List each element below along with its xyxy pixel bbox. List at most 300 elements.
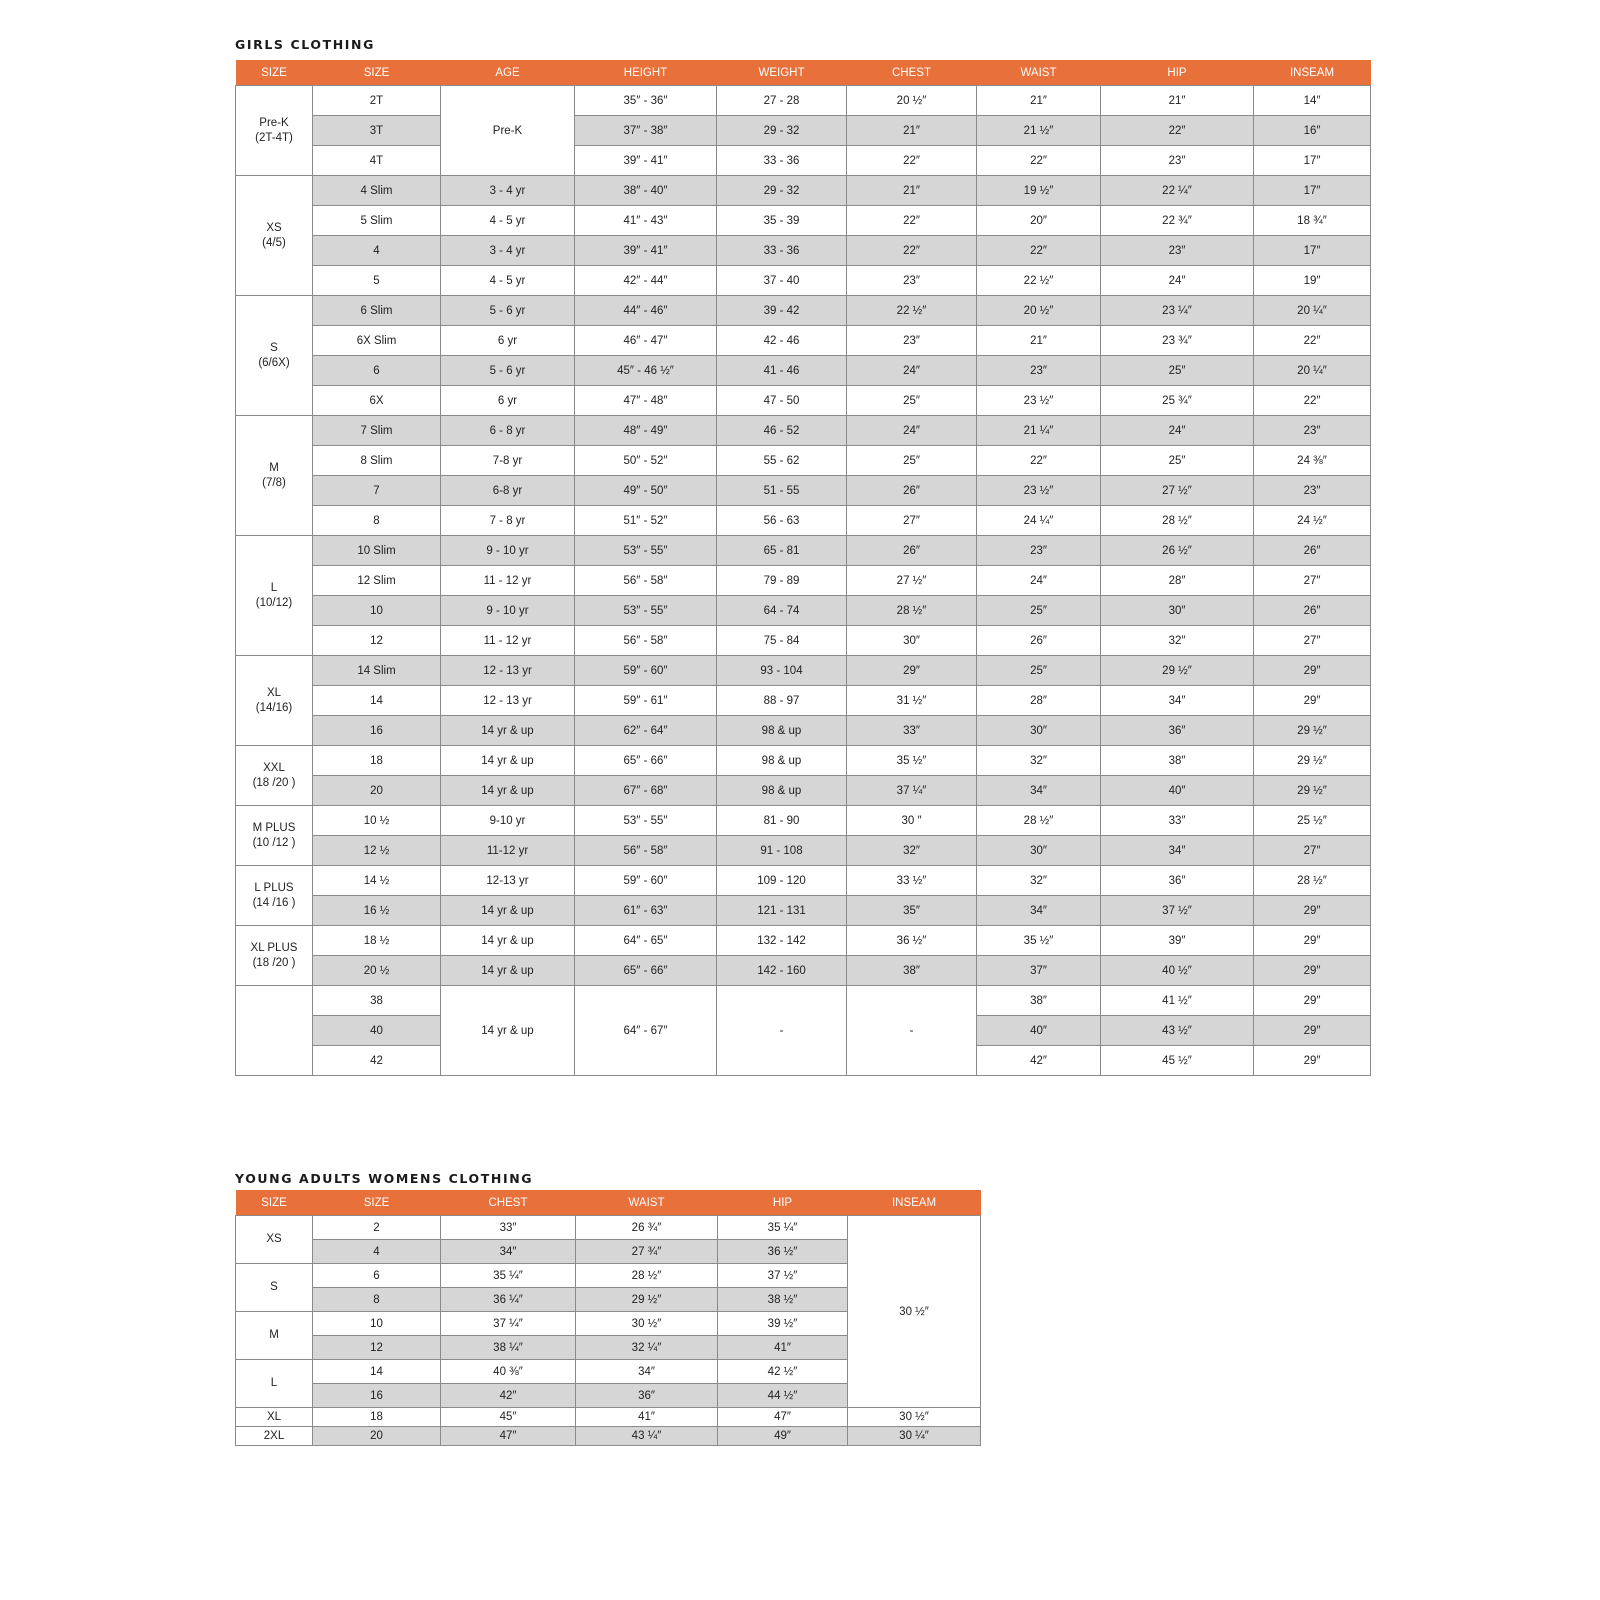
size-cell: 4 xyxy=(313,236,441,266)
table-row xyxy=(236,1427,981,1446)
waist-cell: 38″ xyxy=(977,986,1101,1016)
inseam-cell: 20 ¼″ xyxy=(1254,356,1371,386)
weight-cell: 65 - 81 xyxy=(717,536,847,566)
height-cell: 64″ - 65″ xyxy=(575,926,717,956)
height-cell: 56″ - 58″ xyxy=(575,626,717,656)
inseam-cell: 29″ xyxy=(1254,656,1371,686)
inseam-cell: 29 ½″ xyxy=(1254,746,1371,776)
hip-cell: 41″ xyxy=(718,1336,848,1360)
chest-cell: 29″ xyxy=(847,656,977,686)
hip-cell: 28 ½″ xyxy=(1101,506,1254,536)
weight-cell: 33 - 36 xyxy=(717,146,847,176)
hip-cell: 24″ xyxy=(1101,416,1254,446)
size-cell: 3T xyxy=(313,116,441,146)
waist-cell: 34″ xyxy=(977,896,1101,926)
size-cell: 20 xyxy=(313,776,441,806)
inseam-cell: 29″ xyxy=(1254,986,1371,1016)
chest-cell: - xyxy=(847,986,977,1076)
waist-cell: 34″ xyxy=(977,776,1101,806)
chest-cell: 35 ¼″ xyxy=(441,1264,576,1288)
age-cell: 6-8 yr xyxy=(441,476,575,506)
chest-cell: 36 ½″ xyxy=(847,926,977,956)
weight-cell: 88 - 97 xyxy=(717,686,847,716)
waist-cell: 30″ xyxy=(977,716,1101,746)
size-cell: 10 xyxy=(313,596,441,626)
inseam-cell: 29″ xyxy=(1254,1046,1371,1076)
age-cell: 14 yr & up xyxy=(441,716,575,746)
waist-cell: 32″ xyxy=(977,746,1101,776)
hip-cell: 40″ xyxy=(1101,776,1254,806)
weight-cell: 27 - 28 xyxy=(717,86,847,116)
size-cell: 12 Slim xyxy=(313,566,441,596)
table-row xyxy=(236,806,1371,836)
waist-cell: 22″ xyxy=(977,446,1101,476)
young-adults-table-header xyxy=(236,1190,981,1216)
inseam-cell: 23″ xyxy=(1254,476,1371,506)
hip-cell: 25 ¾″ xyxy=(1101,386,1254,416)
age-cell: 11 - 12 yr xyxy=(441,626,575,656)
height-cell: 61″ - 63″ xyxy=(575,896,717,926)
height-cell: 64″ - 67″ xyxy=(575,986,717,1076)
table-row xyxy=(236,536,1371,566)
size-cell: 18 ½ xyxy=(313,926,441,956)
table-row xyxy=(236,116,1371,146)
height-cell: 46″ - 47″ xyxy=(575,326,717,356)
size-cell: 7 Slim xyxy=(313,416,441,446)
weight-cell: 39 - 42 xyxy=(717,296,847,326)
hip-cell: 32″ xyxy=(1101,626,1254,656)
weight-cell: 75 - 84 xyxy=(717,626,847,656)
waist-cell: 28 ½″ xyxy=(576,1264,718,1288)
table-row xyxy=(236,836,1371,866)
hip-cell: 36″ xyxy=(1101,866,1254,896)
chest-cell: 33 ½″ xyxy=(847,866,977,896)
size-cell: 6 xyxy=(313,1264,441,1288)
inseam-cell: 27″ xyxy=(1254,836,1371,866)
size-cell: 6X Slim xyxy=(313,326,441,356)
weight-cell: - xyxy=(717,986,847,1076)
height-cell: 53″ - 55″ xyxy=(575,596,717,626)
table-row xyxy=(236,956,1371,986)
age-cell: 14 yr & up xyxy=(441,746,575,776)
size-cell: 5 Slim xyxy=(313,206,441,236)
column-header: WAIST xyxy=(576,1190,718,1216)
waist-cell: 25″ xyxy=(977,596,1101,626)
table-row xyxy=(236,776,1371,806)
chest-cell: 47″ xyxy=(441,1427,576,1446)
chest-cell: 35 ½″ xyxy=(847,746,977,776)
waist-cell: 26″ xyxy=(977,626,1101,656)
hip-cell: 38 ½″ xyxy=(718,1288,848,1312)
chest-cell: 27″ xyxy=(847,506,977,536)
chest-cell: 22 ½″ xyxy=(847,296,977,326)
height-cell: 48″ - 49″ xyxy=(575,416,717,446)
size-cell: 12 ½ xyxy=(313,836,441,866)
age-cell: Pre-K xyxy=(441,86,575,176)
weight-cell: 81 - 90 xyxy=(717,806,847,836)
weight-cell: 56 - 63 xyxy=(717,506,847,536)
table-row xyxy=(236,146,1371,176)
column-header: HEIGHT xyxy=(575,60,717,86)
chest-cell: 26″ xyxy=(847,476,977,506)
column-header: CHEST xyxy=(441,1190,576,1216)
table-row xyxy=(236,686,1371,716)
inseam-cell: 17″ xyxy=(1254,176,1371,206)
age-cell: 11-12 yr xyxy=(441,836,575,866)
inseam-cell: 30 ½″ xyxy=(848,1216,981,1408)
height-cell: 53″ - 55″ xyxy=(575,806,717,836)
young-adults-table-body xyxy=(236,1216,981,1446)
inseam-cell: 17″ xyxy=(1254,236,1371,266)
height-cell: 65″ - 66″ xyxy=(575,746,717,776)
size-cell: 42 xyxy=(313,1046,441,1076)
height-cell: 49″ - 50″ xyxy=(575,476,717,506)
inseam-cell: 26″ xyxy=(1254,536,1371,566)
waist-cell: 19 ½″ xyxy=(977,176,1101,206)
table-row xyxy=(236,746,1371,776)
height-cell: 42″ - 44″ xyxy=(575,266,717,296)
size-group-label: S xyxy=(236,1264,313,1312)
size-group-label: XL (14/16) xyxy=(236,656,313,746)
size-cell: 6X xyxy=(313,386,441,416)
table-row xyxy=(236,176,1371,206)
size-group-label: XL xyxy=(236,1408,313,1427)
weight-cell: 29 - 32 xyxy=(717,116,847,146)
hip-cell: 29 ½″ xyxy=(1101,656,1254,686)
age-cell: 4 - 5 yr xyxy=(441,206,575,236)
table-row xyxy=(236,386,1371,416)
size-cell: 7 xyxy=(313,476,441,506)
age-cell: 6 yr xyxy=(441,386,575,416)
hip-cell: 22 ¼″ xyxy=(1101,176,1254,206)
hip-cell: 44 ½″ xyxy=(718,1384,848,1408)
size-cell: 6 xyxy=(313,356,441,386)
size-cell: 14 Slim xyxy=(313,656,441,686)
hip-cell: 34″ xyxy=(1101,836,1254,866)
size-cell: 8 Slim xyxy=(313,446,441,476)
chest-cell: 25″ xyxy=(847,386,977,416)
size-cell: 2 xyxy=(313,1216,441,1240)
chest-cell: 24″ xyxy=(847,356,977,386)
height-cell: 41″ - 43″ xyxy=(575,206,717,236)
age-cell: 11 - 12 yr xyxy=(441,566,575,596)
size-cell: 8 xyxy=(313,506,441,536)
weight-cell: 47 - 50 xyxy=(717,386,847,416)
chest-cell: 31 ½″ xyxy=(847,686,977,716)
hip-cell: 28″ xyxy=(1101,566,1254,596)
waist-cell: 24″ xyxy=(977,566,1101,596)
age-cell: 9-10 yr xyxy=(441,806,575,836)
young-adults-clothing-title: YOUNG ADULTS WOMENS CLOTHING xyxy=(235,1171,534,1186)
age-cell: 9 - 10 yr xyxy=(441,536,575,566)
waist-cell: 28″ xyxy=(977,686,1101,716)
height-cell: 51″ - 52″ xyxy=(575,506,717,536)
chest-cell: 22″ xyxy=(847,146,977,176)
hip-cell: 49″ xyxy=(718,1427,848,1446)
waist-cell: 23″ xyxy=(977,356,1101,386)
size-cell: 20 xyxy=(313,1427,441,1446)
table-row xyxy=(236,1216,981,1240)
waist-cell: 24 ¼″ xyxy=(977,506,1101,536)
inseam-cell: 27″ xyxy=(1254,566,1371,596)
chest-cell: 37 ¼″ xyxy=(441,1312,576,1336)
height-cell: 65″ - 66″ xyxy=(575,956,717,986)
weight-cell: 46 - 52 xyxy=(717,416,847,446)
inseam-cell: 29″ xyxy=(1254,956,1371,986)
girls-clothing-title: GIRLS CLOTHING xyxy=(235,37,375,52)
waist-cell: 22″ xyxy=(977,236,1101,266)
hip-cell: 25″ xyxy=(1101,446,1254,476)
weight-cell: 98 & up xyxy=(717,746,847,776)
table-row xyxy=(236,1408,981,1427)
chest-cell: 42″ xyxy=(441,1384,576,1408)
age-cell: 6 yr xyxy=(441,326,575,356)
height-cell: 53″ - 55″ xyxy=(575,536,717,566)
hip-cell: 23″ xyxy=(1101,146,1254,176)
age-cell: 5 - 6 yr xyxy=(441,296,575,326)
size-group-label: L PLUS (14 /16 ) xyxy=(236,866,313,926)
chest-cell: 21″ xyxy=(847,116,977,146)
hip-cell: 23 ¾″ xyxy=(1101,326,1254,356)
inseam-cell: 29″ xyxy=(1254,896,1371,926)
size-cell: 20 ½ xyxy=(313,956,441,986)
chest-cell: 22″ xyxy=(847,206,977,236)
weight-cell: 37 - 40 xyxy=(717,266,847,296)
waist-cell: 21″ xyxy=(977,86,1101,116)
chest-cell: 40 ⅜″ xyxy=(441,1360,576,1384)
hip-cell: 22 ¾″ xyxy=(1101,206,1254,236)
weight-cell: 132 - 142 xyxy=(717,926,847,956)
height-cell: 39″ - 41″ xyxy=(575,236,717,266)
waist-cell: 21″ xyxy=(977,326,1101,356)
chest-cell: 38″ xyxy=(847,956,977,986)
table-row xyxy=(236,926,1371,956)
table-row xyxy=(236,296,1371,326)
height-cell: 56″ - 58″ xyxy=(575,566,717,596)
column-header: SIZE xyxy=(313,1190,441,1216)
inseam-cell: 19″ xyxy=(1254,266,1371,296)
age-cell: 7 - 8 yr xyxy=(441,506,575,536)
height-cell: 35″ - 36″ xyxy=(575,86,717,116)
table-row xyxy=(236,86,1371,116)
size-group-label: XL PLUS (18 /20 ) xyxy=(236,926,313,986)
table-row xyxy=(236,236,1371,266)
weight-cell: 51 - 55 xyxy=(717,476,847,506)
size-cell: 12 xyxy=(313,626,441,656)
size-cell: 10 Slim xyxy=(313,536,441,566)
age-cell: 14 yr & up xyxy=(441,956,575,986)
chest-cell: 36 ¼″ xyxy=(441,1288,576,1312)
table-row xyxy=(236,476,1371,506)
size-cell: 16 xyxy=(313,716,441,746)
chest-cell: 20 ½″ xyxy=(847,86,977,116)
inseam-cell: 22″ xyxy=(1254,386,1371,416)
chest-cell: 27 ½″ xyxy=(847,566,977,596)
waist-cell: 20 ½″ xyxy=(977,296,1101,326)
inseam-cell: 17″ xyxy=(1254,146,1371,176)
size-cell: 6 Slim xyxy=(313,296,441,326)
size-cell: 16 ½ xyxy=(313,896,441,926)
age-cell: 7-8 yr xyxy=(441,446,575,476)
weight-cell: 64 - 74 xyxy=(717,596,847,626)
height-cell: 47″ - 48″ xyxy=(575,386,717,416)
chest-cell: 34″ xyxy=(441,1240,576,1264)
hip-cell: 47″ xyxy=(718,1408,848,1427)
height-cell: 67″ - 68″ xyxy=(575,776,717,806)
hip-cell: 40 ½″ xyxy=(1101,956,1254,986)
weight-cell: 29 - 32 xyxy=(717,176,847,206)
inseam-cell: 29″ xyxy=(1254,686,1371,716)
chest-cell: 35″ xyxy=(847,896,977,926)
chest-cell: 33″ xyxy=(441,1216,576,1240)
hip-cell: 24″ xyxy=(1101,266,1254,296)
hip-cell: 21″ xyxy=(1101,86,1254,116)
size-cell: 18 xyxy=(313,1408,441,1427)
girls-size-table xyxy=(235,60,1371,1076)
weight-cell: 98 & up xyxy=(717,716,847,746)
waist-cell: 23 ½″ xyxy=(977,476,1101,506)
chest-cell: 21″ xyxy=(847,176,977,206)
column-header: SIZE xyxy=(236,1190,313,1216)
hip-cell: 38″ xyxy=(1101,746,1254,776)
waist-cell: 26 ¾″ xyxy=(576,1216,718,1240)
age-cell: 6 - 8 yr xyxy=(441,416,575,446)
column-header: INSEAM xyxy=(848,1190,981,1216)
height-cell: 62″ - 64″ xyxy=(575,716,717,746)
age-cell: 12 - 13 yr xyxy=(441,686,575,716)
inseam-cell: 28 ½″ xyxy=(1254,866,1371,896)
weight-cell: 98 & up xyxy=(717,776,847,806)
size-cell: 38 xyxy=(313,986,441,1016)
waist-cell: 30 ½″ xyxy=(576,1312,718,1336)
chest-cell: 25″ xyxy=(847,446,977,476)
age-cell: 3 - 4 yr xyxy=(441,176,575,206)
table-row xyxy=(236,866,1371,896)
size-cell: 4 xyxy=(313,1240,441,1264)
chest-cell: 22″ xyxy=(847,236,977,266)
table-row xyxy=(236,506,1371,536)
waist-cell: 25″ xyxy=(977,656,1101,686)
weight-cell: 93 - 104 xyxy=(717,656,847,686)
table-row xyxy=(236,566,1371,596)
waist-cell: 21 ½″ xyxy=(977,116,1101,146)
height-cell: 59″ - 60″ xyxy=(575,866,717,896)
inseam-cell: 14″ xyxy=(1254,86,1371,116)
inseam-cell: 29″ xyxy=(1254,1016,1371,1046)
size-cell: 12 xyxy=(313,1336,441,1360)
young-adults-size-table xyxy=(235,1190,981,1446)
height-cell: 59″ - 61″ xyxy=(575,686,717,716)
column-header: HIP xyxy=(718,1190,848,1216)
table-row xyxy=(236,626,1371,656)
age-cell: 12 - 13 yr xyxy=(441,656,575,686)
chest-cell: 23″ xyxy=(847,266,977,296)
chest-cell: 26″ xyxy=(847,536,977,566)
size-group-label: L (10/12) xyxy=(236,536,313,656)
table-row xyxy=(236,326,1371,356)
age-cell: 3 - 4 yr xyxy=(441,236,575,266)
hip-cell: 33″ xyxy=(1101,806,1254,836)
table-row xyxy=(236,206,1371,236)
waist-cell: 23 ½″ xyxy=(977,386,1101,416)
height-cell: 59″ - 60″ xyxy=(575,656,717,686)
hip-cell: 43 ½″ xyxy=(1101,1016,1254,1046)
table-row xyxy=(236,416,1371,446)
waist-cell: 30″ xyxy=(977,836,1101,866)
waist-cell: 32″ xyxy=(977,866,1101,896)
hip-cell: 34″ xyxy=(1101,686,1254,716)
size-cell: 10 xyxy=(313,1312,441,1336)
size-group-label: M xyxy=(236,1312,313,1360)
size-cell: 2T xyxy=(313,86,441,116)
age-cell: 14 yr & up xyxy=(441,926,575,956)
size-cell: 18 xyxy=(313,746,441,776)
size-cell: 10 ½ xyxy=(313,806,441,836)
height-cell: 50″ - 52″ xyxy=(575,446,717,476)
column-header: WEIGHT xyxy=(717,60,847,86)
inseam-cell: 24 ½″ xyxy=(1254,506,1371,536)
weight-cell: 55 - 62 xyxy=(717,446,847,476)
hip-cell: 30″ xyxy=(1101,596,1254,626)
hip-cell: 23 ¼″ xyxy=(1101,296,1254,326)
weight-cell: 121 - 131 xyxy=(717,896,847,926)
hip-cell: 23″ xyxy=(1101,236,1254,266)
waist-cell: 37″ xyxy=(977,956,1101,986)
table-row xyxy=(236,986,1371,1016)
size-cell: 4 Slim xyxy=(313,176,441,206)
inseam-cell: 30 ½″ xyxy=(848,1408,981,1427)
inseam-cell: 20 ¼″ xyxy=(1254,296,1371,326)
hip-cell: 41 ½″ xyxy=(1101,986,1254,1016)
inseam-cell: 25 ½″ xyxy=(1254,806,1371,836)
hip-cell: 22″ xyxy=(1101,116,1254,146)
weight-cell: 91 - 108 xyxy=(717,836,847,866)
age-cell: 14 yr & up xyxy=(441,896,575,926)
column-header: WAIST xyxy=(977,60,1101,86)
height-cell: 45″ - 46 ½″ xyxy=(575,356,717,386)
age-cell: 9 - 10 yr xyxy=(441,596,575,626)
waist-cell: 22 ½″ xyxy=(977,266,1101,296)
girls-table-header xyxy=(236,60,1371,86)
hip-cell: 45 ½″ xyxy=(1101,1046,1254,1076)
weight-cell: 41 - 46 xyxy=(717,356,847,386)
table-row xyxy=(236,656,1371,686)
waist-cell: 20″ xyxy=(977,206,1101,236)
hip-cell: 36″ xyxy=(1101,716,1254,746)
size-group-label: L xyxy=(236,1360,313,1408)
height-cell: 56″ - 58″ xyxy=(575,836,717,866)
size-group-label: 2XL xyxy=(236,1427,313,1446)
inseam-cell: 30 ¼″ xyxy=(848,1427,981,1446)
waist-cell: 42″ xyxy=(977,1046,1101,1076)
size-group-label xyxy=(236,986,313,1076)
weight-cell: 42 - 46 xyxy=(717,326,847,356)
inseam-cell: 23″ xyxy=(1254,416,1371,446)
hip-cell: 25″ xyxy=(1101,356,1254,386)
size-group-label: XS xyxy=(236,1216,313,1264)
table-row xyxy=(236,716,1371,746)
chest-cell: 30″ xyxy=(847,626,977,656)
size-cell: 14 ½ xyxy=(313,866,441,896)
size-group-label: XXL (18 /20 ) xyxy=(236,746,313,806)
height-cell: 38″ - 40″ xyxy=(575,176,717,206)
table-row xyxy=(236,596,1371,626)
size-group-label: XS (4/5) xyxy=(236,176,313,296)
girls-table-body xyxy=(236,86,1371,1076)
weight-cell: 79 - 89 xyxy=(717,566,847,596)
size-cell: 8 xyxy=(313,1288,441,1312)
column-header: SIZE xyxy=(313,60,441,86)
